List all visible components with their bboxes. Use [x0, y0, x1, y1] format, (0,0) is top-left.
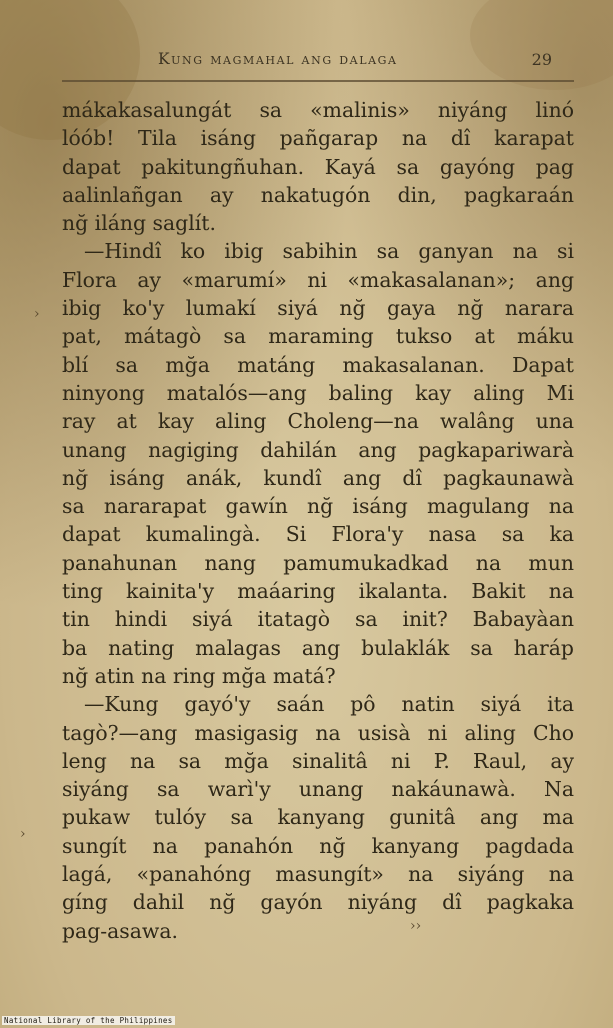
text-line: dapat kumalingà. Si Flora'y nasa sa ka	[62, 522, 574, 547]
text-line: mákakasalungát sa «malinis» niyáng linó	[62, 98, 574, 122]
text-line: —Kung gayó'y saán pô natin siyá ita	[84, 692, 574, 717]
text-line: ibig ko'y lumakí siyá nğ gaya nğ narara	[62, 296, 574, 321]
text-line: sungít na panahón nğ kanyang pagdada	[62, 833, 574, 858]
text-line: dapat pakitungñuhan. Kayá sa gayóng pag	[62, 154, 574, 179]
paper-stain	[470, 0, 613, 90]
margin-mark: ››	[410, 918, 422, 934]
library-credit: National Library of the Philippines	[4, 1016, 173, 1025]
text-line: ray at kay aling Choleng—na walâng una	[62, 409, 574, 434]
text-line: nğ isáng anák, kundî ang dî pagkaunawà	[62, 465, 574, 490]
text-line: blí sa mğa matáng makasalanan. Dapat	[62, 352, 574, 377]
text-line: Flora ay «marumí» ni «makasalanan»; ang	[62, 267, 574, 292]
text-line: unang nagiging dahilán ang pagkapariwarà	[62, 437, 574, 462]
text-line: pukaw tulóy sa kanyang gunitâ ang ma	[62, 805, 574, 830]
text-line: panahunan nang pamumukadkad na mun	[62, 550, 574, 575]
header-rule	[62, 80, 574, 82]
text-line: leng na sa mğa sinalitâ ni P. Raul, ay	[62, 748, 574, 773]
text-line: pat, mátagò sa maraming tukso at máku	[62, 324, 574, 349]
body-text	[62, 96, 574, 945]
text-line: siyáng sa warì'y unang nakáunawà. Na	[62, 777, 574, 802]
text-line: ba nating malagas ang bulaklák sa haráp	[62, 635, 574, 660]
text-line: aalinlañgan ay nakatugón din, pagkaraán	[62, 182, 574, 207]
text-line: ting kainita'y maáaring ikalanta. Bakit na	[62, 579, 574, 604]
text-line: gíng dahil nğ gayón niyáng dî pagkaka	[62, 890, 574, 915]
text-line: tin hindi siyá itatagò sa init? Babayàan	[62, 607, 574, 632]
text-line: nğ atin na ring mğa matá?	[62, 663, 336, 688]
text-line: tagò?—ang masigasig na usisà ni aling Cho	[62, 720, 574, 745]
text-line: sa nararapat gawín nğ isáng magulang na	[62, 494, 574, 519]
text-line: pag-asawa.	[62, 918, 179, 943]
text-line: lagá, «panahóng masungít» na siyáng na	[62, 862, 574, 887]
text-line: —Hindî ko ibig sabihin sa ganyan na si	[84, 239, 574, 264]
running-title: Kung magmahal ang dalaga	[158, 50, 398, 68]
page-number: 29	[531, 50, 552, 69]
text-line: ninyong matalós—ang baling kay aling Mi	[62, 380, 574, 405]
margin-mark: ›	[20, 826, 26, 842]
margin-mark: ›	[34, 306, 40, 322]
text-line: nğ iláng saglít.	[62, 211, 216, 236]
text-line: lóób! Tila isáng pañgarap na dî karapat	[62, 126, 574, 151]
page-header	[150, 50, 570, 74]
